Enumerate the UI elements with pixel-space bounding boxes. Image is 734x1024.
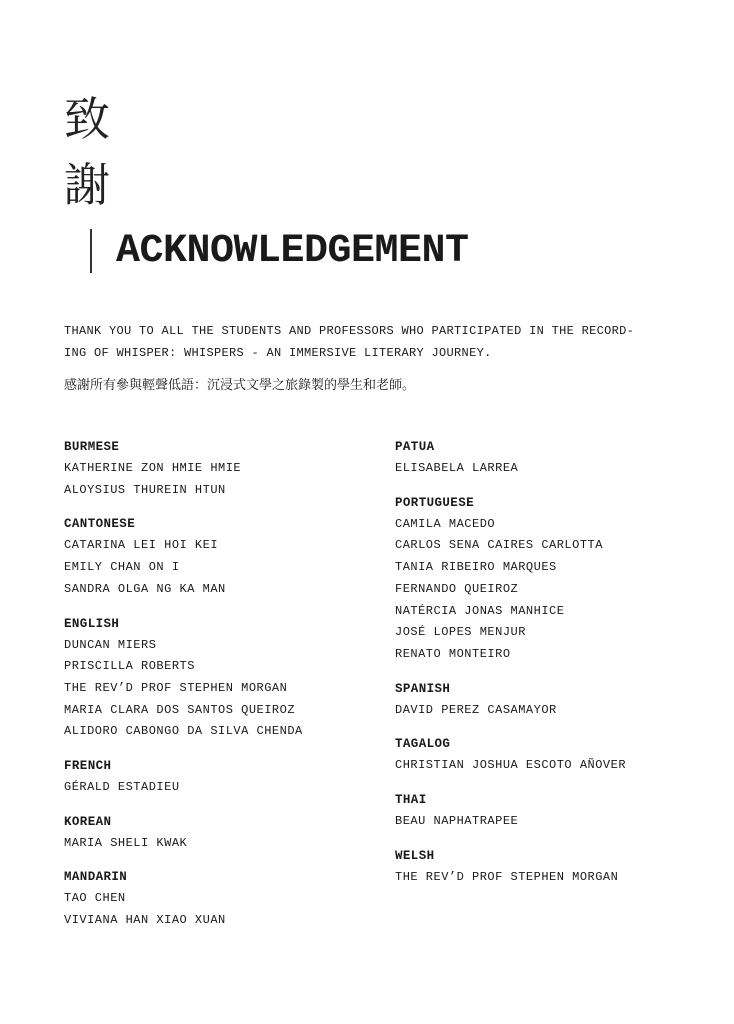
intro-text	[64, 320, 674, 364]
page-title: ACKNOWLEDGEMENT	[116, 228, 469, 274]
chinese-title	[64, 86, 110, 218]
participant-name: SANDRA OLGA NG KA MAN	[64, 581, 226, 596]
language-heading: THAI	[395, 793, 427, 808]
participant-name: CATARINA LEI HOI KEI	[64, 538, 219, 553]
participant-name: BEAU NAPHATRAPEE	[395, 814, 519, 829]
language-heading: TAGALOG	[395, 737, 451, 752]
language-heading: MANDARIN	[64, 870, 128, 885]
participant-name: CAMILA MACEDO	[395, 516, 496, 531]
participant-name: THE REV’D PROF STEPHEN MORGAN	[64, 680, 288, 695]
language-heading: ENGLISH	[64, 616, 120, 631]
language-heading: FRENCH	[64, 759, 112, 774]
title-char: 謝	[64, 158, 110, 212]
heading-divider	[90, 229, 92, 273]
title-char: 致	[64, 92, 110, 146]
participant-name: NATÉRCIA JONAS MANHICE	[395, 603, 565, 618]
participant-name: CHRISTIAN JOSHUA ESCOTO AÑOVER	[395, 758, 627, 773]
heading-row	[90, 228, 469, 274]
participant-name: TANIA RIBEIRO MARQUES	[395, 560, 557, 575]
language-heading: CANTONESE	[64, 517, 136, 532]
participant-name: KATHERINE ZON HMIE HMIE	[64, 461, 242, 475]
language-heading: BURMESE	[64, 440, 120, 454]
language-heading: PORTUGUESE	[395, 495, 475, 510]
participant-name: FERNANDO QUEIROZ	[395, 581, 519, 596]
participant-name: ELISABELA LARREA	[395, 461, 519, 475]
participant-name: GÉRALD ESTADIEU	[64, 780, 180, 795]
participant-name: TAO CHEN	[64, 891, 126, 906]
intro-line: THANK YOU TO ALL THE STUDENTS AND PROFESSORS WHO PARTICIPATED IN THE RECORD-	[64, 324, 635, 338]
language-heading: KOREAN	[64, 814, 112, 829]
language-heading: SPANISH	[395, 681, 451, 696]
right-column	[395, 436, 715, 888]
participant-name: PRISCILLA ROBERTS	[64, 659, 195, 674]
participant-name: ALIDORO CABONGO DA SILVA CHENDA	[64, 724, 303, 739]
left-column	[64, 436, 384, 932]
participant-name: DUNCAN MIERS	[64, 637, 157, 652]
participant-name: THE REV’D PROF STEPHEN MORGAN	[395, 869, 619, 884]
language-heading: PATUA	[395, 440, 435, 454]
participant-name: MARIA SHELI KWAK	[64, 835, 188, 850]
participant-name: CARLOS SENA CAIRES CARLOTTA	[395, 538, 603, 553]
participant-name: VIVIANA HAN XIAO XUAN	[64, 913, 226, 928]
participant-name: JOSÉ LOPES MENJUR	[395, 625, 526, 640]
intro-text-chinese: 感謝所有參與輕聲低語：沉浸式文學之旅錄製的學生和老師。	[64, 378, 416, 393]
participant-name: RENATO MONTEIRO	[395, 646, 511, 661]
participant-name: ALOYSIUS THUREIN HTUN	[64, 482, 226, 497]
participant-name: EMILY CHAN ON I	[64, 560, 180, 575]
participant-name: DAVID PEREZ CASAMAYOR	[395, 702, 557, 717]
participant-name: MARIA CLARA DOS SANTOS QUEIROZ	[64, 702, 296, 717]
intro-line: ING OF WHISPER: WHISPERS - AN IMMERSIVE LITERARY JOURNEY.	[64, 346, 492, 360]
language-heading: WELSH	[395, 848, 435, 863]
